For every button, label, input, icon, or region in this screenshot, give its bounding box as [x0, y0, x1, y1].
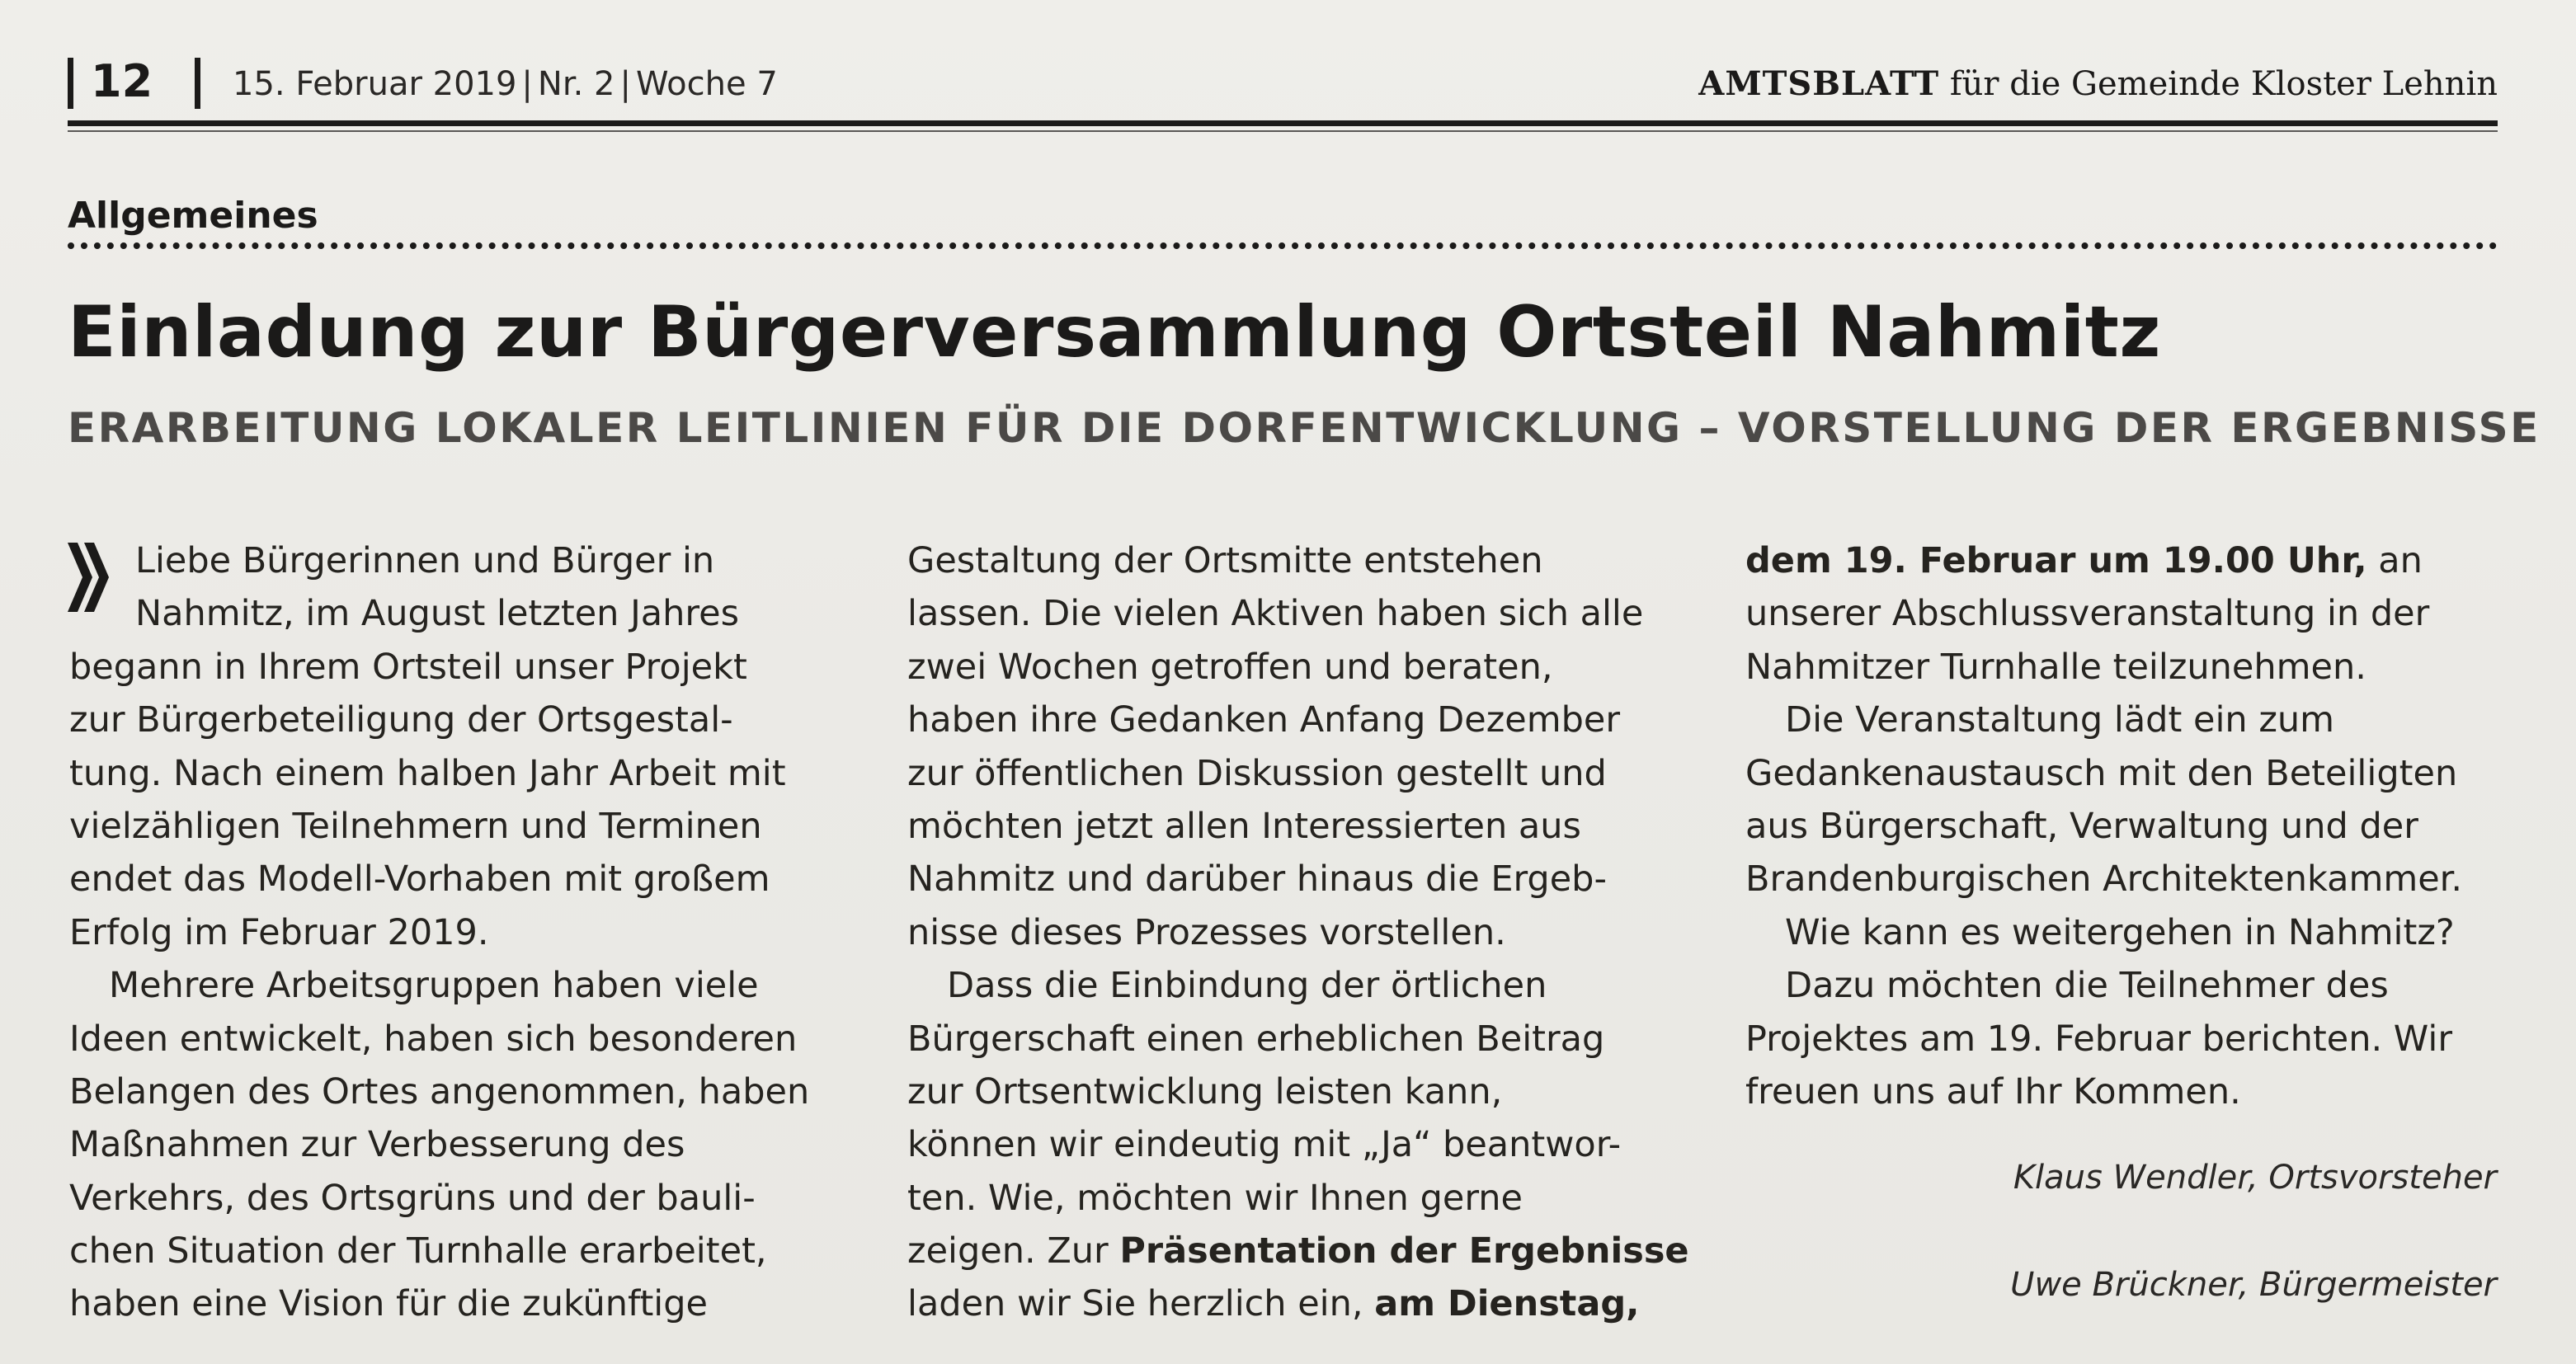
- issue-separator: |: [521, 65, 533, 103]
- article-column-1: [69, 534, 828, 1331]
- issue-number: Nr. 2: [537, 65, 615, 103]
- header-bar-right: [195, 58, 200, 109]
- page-header: [68, 51, 2498, 117]
- article-column-2: [907, 534, 1691, 1331]
- text-line: Brandenburgischen Architektenkammer.: [1745, 858, 2463, 901]
- text-line: [1745, 534, 2504, 587]
- text-line: aus Bürgerschaft, Verwaltung und der: [1745, 805, 2418, 847]
- text-line: ten. Wie, möchten wir Ihnen gerne: [907, 1177, 1523, 1219]
- text-line: Dazu möchten die Teilnehmer des: [1785, 965, 2389, 1007]
- text-line: zur Bürgerbeteiligung der Ortsgestal-: [69, 699, 733, 741]
- text-line: [907, 1277, 1691, 1330]
- text-segment: zeigen. Zur: [907, 1230, 1120, 1272]
- article-column-3: [1745, 534, 2504, 1118]
- text-line: zur Ortsentwicklung leisten kann,: [907, 1070, 1503, 1112]
- masthead-subtitle: für die Gemeinde Kloster Lehnin: [1939, 65, 2498, 103]
- article-subheadline: ERARBEITUNG LOKALER LEITLINIEN FÜR DIE DORFENTWICKLUNG – VORSTELLUNG DER ERGEBNISSE: [68, 404, 2541, 452]
- text-line: Maßnahmen zur Verbesserung des: [69, 1124, 685, 1166]
- text-line: Bürgerschaft einen erheblichen Beitrag: [907, 1018, 1605, 1060]
- text-segment: laden wir Sie herzlich ein,: [907, 1283, 1375, 1325]
- text-line: freuen uns auf Ihr Kommen.: [1745, 1070, 2241, 1112]
- issue-info: [233, 59, 778, 109]
- text-line: Nahmitz und darüber hinaus die Ergeb-: [907, 858, 1607, 901]
- text-line: können wir eindeutig mit „Ja“ beantwor-: [907, 1124, 1622, 1166]
- text-line: Verkehrs, des Ortsgrüns und der bauli-: [69, 1177, 756, 1219]
- text-line: Gestaltung der Ortsmitte entstehen: [907, 540, 1543, 581]
- text-line: Erfolg im Februar 2019.: [69, 911, 489, 953]
- text-line: Nahmitz, im August letzten Jahres: [135, 593, 739, 635]
- text-line: Projektes am 19. Februar berichten. Wir: [1745, 1018, 2452, 1060]
- text-line: Ideen entwickelt, haben sich besonderen: [69, 1018, 798, 1060]
- text-line: haben eine Vision für die zukünftige: [69, 1283, 708, 1325]
- text-line: Dass die Einbindung der örtlichen: [947, 965, 1547, 1007]
- text-line: Nahmitzer Turnhalle teilzunehmen.: [1745, 646, 2366, 688]
- header-bar-left: [68, 58, 73, 109]
- article-headline: Einladung zur Bürgerversammlung Ortsteil Nahmitz: [68, 291, 2161, 374]
- text-line: haben ihre Gedanken Anfang Dezember: [907, 699, 1621, 741]
- issue-date: 15. Februar 2019: [233, 65, 517, 103]
- text-line: [907, 1225, 1691, 1277]
- header-rule-thin: [68, 130, 2498, 132]
- text-line: Wie kann es weitergehen in Nahmitz?: [1785, 911, 2455, 953]
- text-line: möchten jetzt allen Interessierten aus: [907, 805, 1581, 847]
- section-dotted-rule: [68, 242, 2498, 249]
- text-line: endet das Modell-Vorhaben mit großem: [69, 858, 770, 901]
- text-line: unserer Abschlussveranstaltung in der: [1745, 593, 2430, 635]
- text-line: Liebe Bürgerinnen und Bürger in: [135, 540, 715, 581]
- masthead-title: AMTSBLATT: [1698, 64, 1940, 103]
- text-line: vielzähligen Teilnehmern und Terminen: [69, 805, 762, 847]
- section-label: Allgemeines: [68, 195, 318, 237]
- text-line: Die Veranstaltung lädt ein zum: [1785, 699, 2335, 741]
- text-line: lassen. Die vielen Aktiven haben sich alle: [907, 593, 1644, 635]
- text-line: chen Situation der Turnhalle erarbeitet,: [69, 1230, 767, 1272]
- text-line: Gedankenaustausch mit den Beteiligten: [1745, 752, 2458, 794]
- header-rule: [68, 120, 2498, 126]
- text-emphasis: am Dienstag,: [1374, 1283, 1640, 1325]
- masthead: [1698, 59, 2498, 109]
- text-segment: an: [2366, 540, 2423, 581]
- text-line: Belangen des Ortes angenommen, haben: [69, 1070, 810, 1112]
- page-number: 12: [91, 55, 153, 107]
- issue-week: Woche 7: [635, 65, 778, 103]
- issue-separator: |: [619, 65, 631, 103]
- text-line: Mehrere Arbeitsgruppen haben viele: [109, 965, 759, 1007]
- text-line: begann in Ihrem Ortsteil unser Projekt: [69, 646, 747, 688]
- signature-ortsvorsteher: Klaus Wendler, Ortsvorsteher: [2013, 1159, 2497, 1197]
- text-line: zwei Wochen getroffen und beraten,: [907, 646, 1553, 688]
- text-emphasis: Präsentation der Ergebnisse: [1119, 1230, 1689, 1272]
- signature-buergermeister: Uwe Brückner, Bürgermeister: [2010, 1266, 2497, 1304]
- text-line: nisse dieses Prozesses vorstellen.: [907, 911, 1506, 953]
- text-line: zur öffentlichen Diskussion gestellt und: [907, 752, 1607, 794]
- text-line: tung. Nach einem halben Jahr Arbeit mit: [69, 752, 786, 794]
- text-emphasis: dem 19. Februar um 19.00 Uhr,: [1745, 540, 2367, 581]
